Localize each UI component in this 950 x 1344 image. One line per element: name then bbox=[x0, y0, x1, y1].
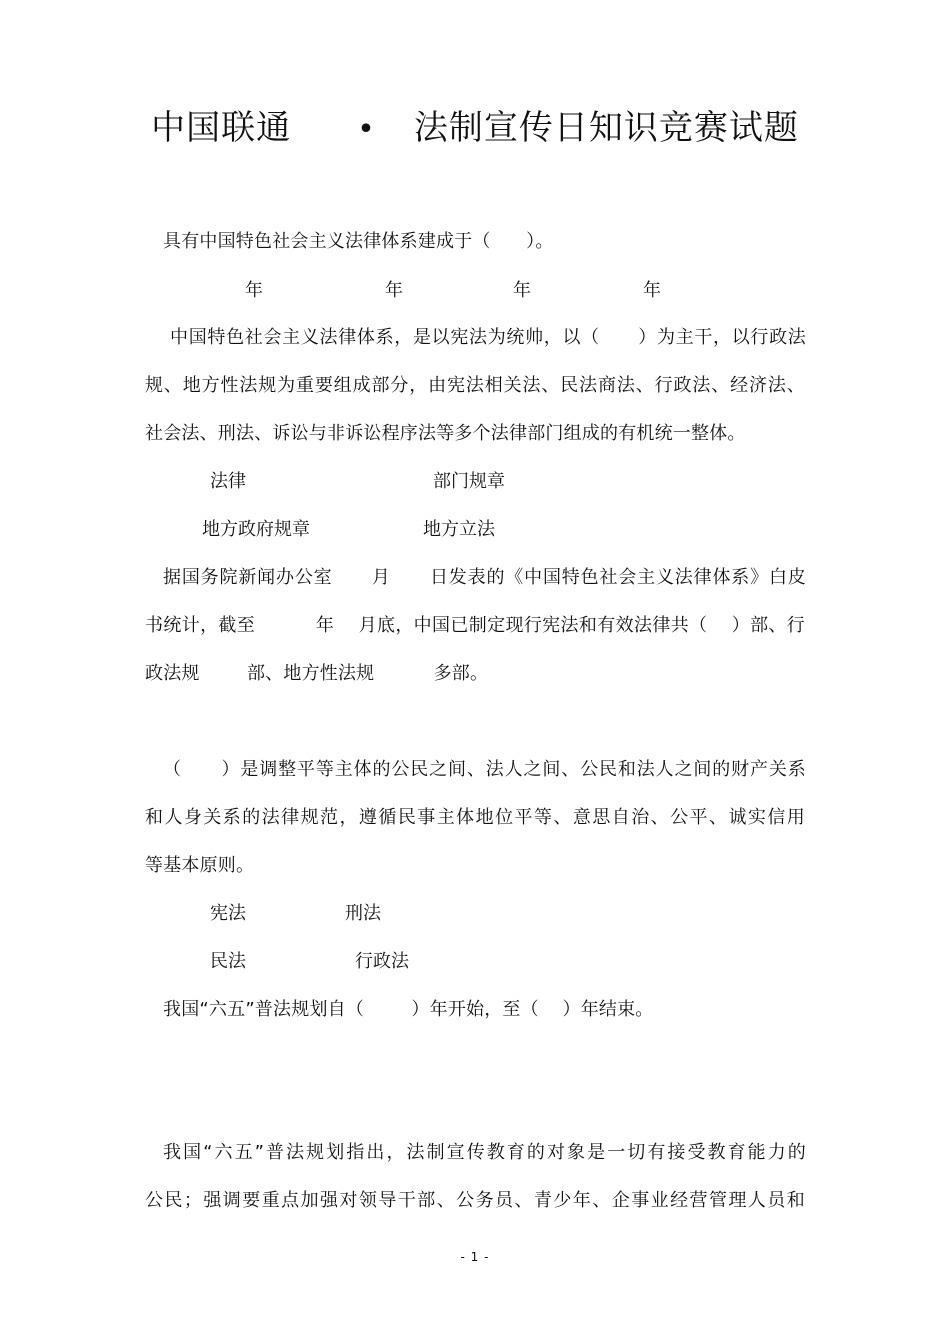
q1-option-a: 年 bbox=[245, 280, 263, 301]
q2-option-c: 地方政府规章 bbox=[202, 519, 310, 540]
q3-line-1: 据国务院新闻办公室 月 日发表的《中国特色社会主义法律体系》白皮 bbox=[163, 567, 806, 588]
q1-option-d: 年 bbox=[643, 280, 661, 301]
q4-option-b: 刑法 bbox=[345, 903, 381, 924]
q2-option-b: 部门规章 bbox=[433, 471, 505, 492]
q3-line-2: 书统计，截至 年 月底，中国已制定现行宪法和有效法律共（ ）部、行 bbox=[145, 615, 805, 636]
page-title bbox=[0, 100, 950, 149]
title-right: 法制宣传日知识竞赛试题 bbox=[413, 108, 799, 148]
title-dot: • bbox=[357, 112, 376, 147]
q4-line-1: （ ）是调整平等主体的公民之间、法人之间、公民和法人之间的财产关系 bbox=[163, 759, 806, 780]
q6-line-2: 公民；强调要重点加强对领导干部、公务员、青少年、企事业经营管理人员和 bbox=[145, 1190, 805, 1211]
q2-line-2: 规、地方性法规为重要组成部分，由宪法相关法、民法商法、行政法、经济法、 bbox=[145, 375, 805, 396]
q1-option-b: 年 bbox=[385, 280, 403, 301]
q2-option-a: 法律 bbox=[210, 471, 246, 492]
q2-line-1: 中国特色社会主义法律体系，是以宪法为统帅，以（ ）为主干，以行政法 bbox=[170, 327, 806, 348]
q4-option-d: 行政法 bbox=[355, 951, 409, 972]
q5-stem: 我国“六五”普法规划自（ ）年开始，至（ ）年结束。 bbox=[163, 999, 654, 1020]
q2-line-3: 社会法、刑法、诉讼与非诉讼程序法等多个法律部门组成的有机统一整体。 bbox=[145, 423, 746, 444]
q4-line-3: 等基本原则。 bbox=[145, 855, 255, 876]
title-left: 中国联通 bbox=[151, 108, 292, 148]
q4-option-a: 宪法 bbox=[210, 903, 246, 924]
q2-option-d: 地方立法 bbox=[423, 519, 495, 540]
q6-line-1: 我国“六五”普法规划指出，法制宣传教育的对象是一切有接受教育能力的 bbox=[163, 1142, 806, 1163]
q1-stem: 具有中国特色社会主义法律体系建成于（ ）。 bbox=[163, 231, 554, 252]
q4-line-2: 和人身关系的法律规范，遵循民事主体地位平等、意思自治、公平、诚实信用 bbox=[145, 807, 805, 828]
q4-option-c: 民法 bbox=[210, 951, 246, 972]
page-number: - 1 - bbox=[460, 1250, 490, 1264]
q3-line-3: 政法规 部、地方性法规 多部。 bbox=[145, 663, 489, 684]
q1-option-c: 年 bbox=[513, 280, 531, 301]
